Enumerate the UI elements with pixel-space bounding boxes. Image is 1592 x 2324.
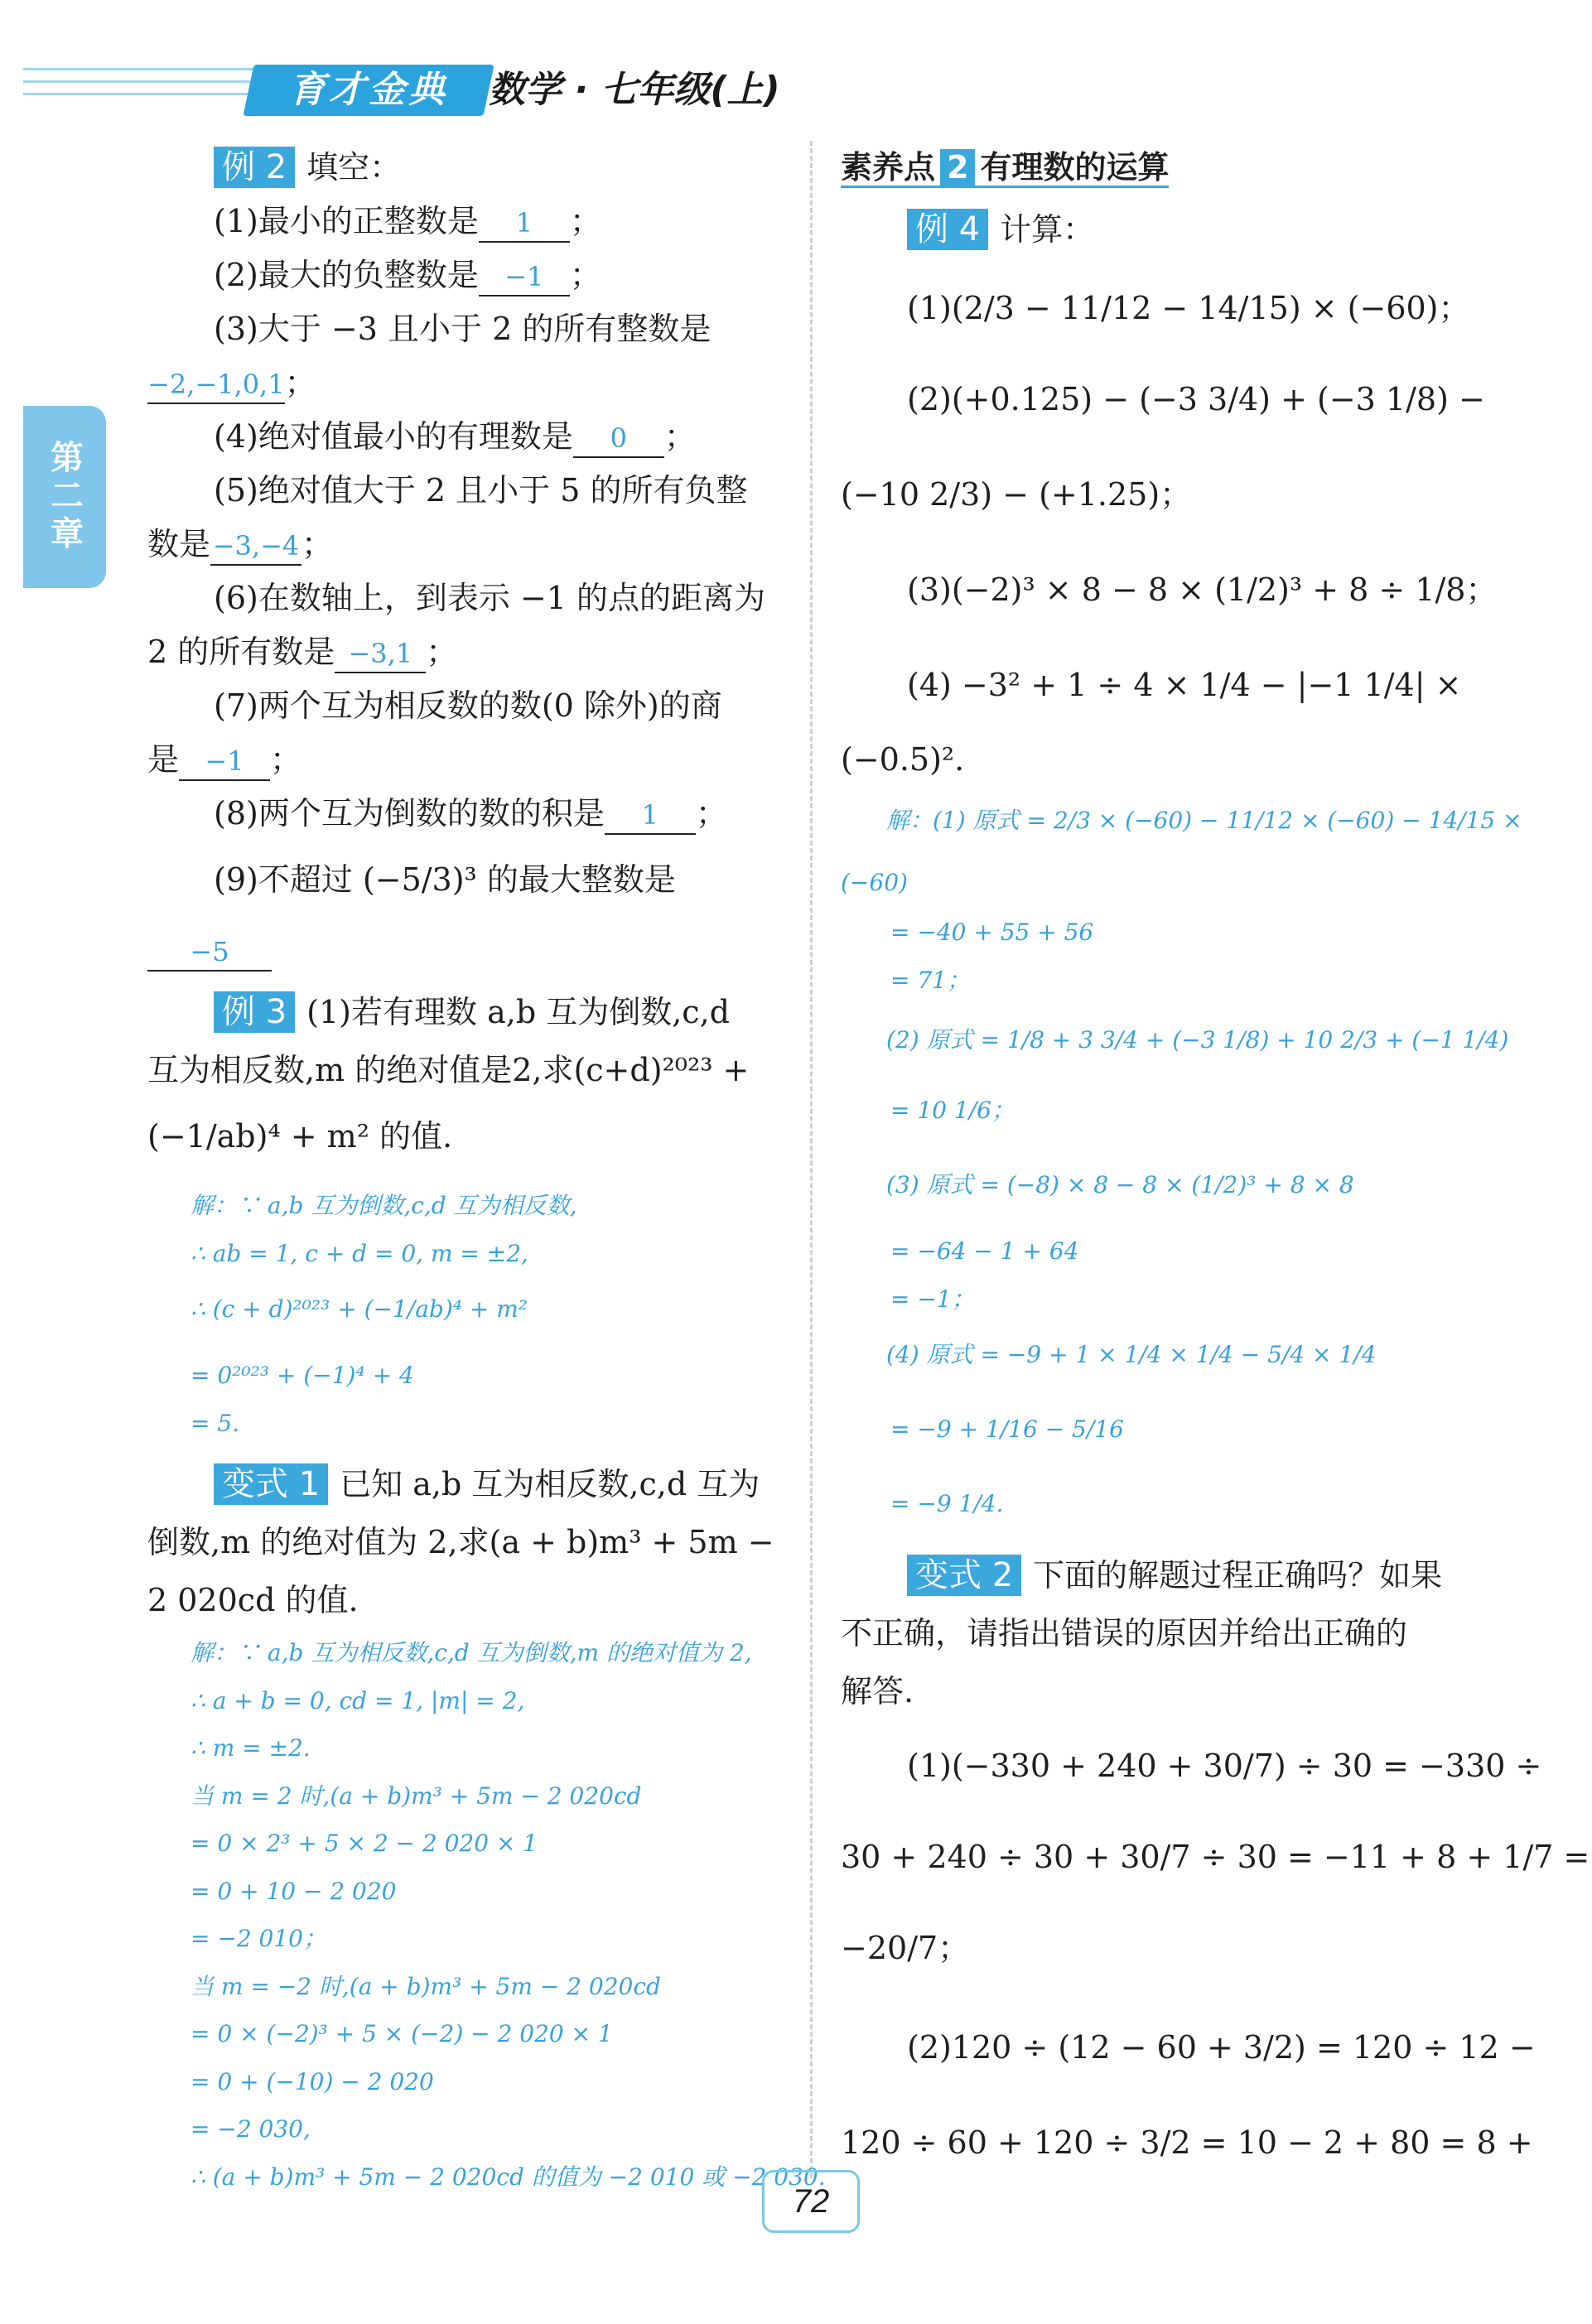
text-line	[907, 373, 1485, 426]
problem-text: (3)大于 −3 且小于 2 的所有整数是	[214, 311, 712, 347]
column-divider	[810, 141, 813, 2178]
solution-line: = −64 − 1 + 64	[890, 1237, 1079, 1265]
answer-blank: −5	[147, 933, 272, 972]
solution-line: ∴ ab = 1, c + d = 0, m = ±2,	[191, 1240, 528, 1267]
text-line	[907, 203, 1094, 256]
problem-text: (2)120 ÷ (12 − 60 + 3/2) = 120 ÷ 12 −	[907, 2029, 1536, 2066]
example-tag: 变式 2	[907, 1555, 1021, 1596]
problem-text: 数是	[147, 526, 211, 562]
problem-text: (1)(2/3 − 11/12 − 14/15) × (−60)；	[907, 290, 1470, 326]
solution-line: 当 m = 2 时,(a + b)m³ + 5m − 2 020cd	[191, 1782, 642, 1810]
text-line	[886, 1325, 1376, 1381]
punctuation: ；	[695, 795, 727, 832]
solution-line: = −2 030,	[191, 2115, 311, 2143]
text-line	[890, 1400, 1124, 1456]
text-line	[214, 141, 401, 194]
solution-line: 当 m = −2 时,(a + b)m³ + 5m − 2 020cd	[191, 1973, 661, 2000]
text-line	[214, 679, 722, 732]
text-line	[214, 302, 711, 355]
solution-line: 解：(1) 原式 = 2/3 × (−60) − 11/12 × (−60) − 14/15 ×	[886, 807, 1522, 834]
punctuation: ；	[302, 526, 334, 562]
text-line	[214, 464, 748, 517]
problem-text: (−0.5)².	[841, 741, 965, 778]
example-tag: 例 4	[907, 209, 988, 250]
punctuation: ；	[426, 634, 458, 670]
problem-text: (9)不超过 (−5/3)³ 的最大整数是	[214, 861, 676, 898]
punctuation: ；	[569, 203, 601, 239]
header-decoration	[23, 58, 272, 108]
text-line	[841, 1665, 914, 1718]
solution-line: = 0 + (−10) − 2 020	[191, 2068, 434, 2095]
text-line	[214, 410, 696, 463]
text-line	[886, 1010, 1508, 1067]
problem-text: (3)(−2)³ × 8 − 8 × (1/2)³ + 8 ÷ 1/8；	[907, 571, 1498, 608]
problem-text: (4)绝对值最小的有理数是	[214, 418, 573, 455]
text-line	[191, 2148, 826, 2204]
text-line	[214, 248, 601, 301]
text-line	[147, 733, 302, 786]
solution-line: (4) 原式 = −9 + 1 × 1/4 × 1/4 − 5/4 × 1/4	[886, 1341, 1377, 1368]
text-line	[214, 986, 730, 1039]
solution-line: ∴ a + b = 0, cd = 1, |m| = 2,	[191, 1687, 525, 1714]
answer-blank: −2,−1,0,1	[147, 366, 285, 404]
solution-line: (−60)	[841, 869, 908, 896]
problem-text: (−10 2/3) − (+1.25)；	[841, 476, 1192, 513]
problem-text: (2)(+0.125) − (−3 3/4) + (−3 1/8) −	[907, 381, 1485, 417]
solution-line: = 0 + 10 − 2 020	[191, 1878, 397, 1905]
text-line	[907, 282, 1470, 335]
text-line	[886, 791, 1522, 847]
solution-line: = 71；	[890, 967, 970, 994]
problem-text: 不正确，请指出错误的原因并给出正确的	[841, 1615, 1408, 1651]
solution-line: = 5.	[191, 1410, 240, 1437]
solution-line: ∴ (c + d)²⁰²³ + (−1/ab)⁴ + m²	[191, 1295, 528, 1323]
answer-blank: 1	[479, 205, 570, 243]
answer-blank: 1	[605, 797, 696, 835]
problem-text: (1)(−330 + 240 + 30/7) ÷ 30 = −330 ÷	[907, 1748, 1542, 1784]
problem-text: (6)在数轴上，到表示 −1 的点的距离为	[214, 580, 766, 616]
text-line	[147, 1110, 452, 1163]
solution-line: = −9 1/4.	[890, 1490, 1004, 1517]
problem-text: −20/7；	[841, 1930, 970, 1966]
problem-text: 120 ÷ 60 + 120 ÷ 3/2 = 10 − 2 + 80 = 8 +	[841, 2124, 1533, 2161]
solution-line: = −1；	[890, 1285, 975, 1313]
text-line	[214, 571, 765, 624]
text-line	[841, 468, 1191, 521]
answer-blank: −1	[479, 258, 570, 297]
problem-text: (7)两个互为相反数的数(0 除外)的商	[214, 687, 722, 724]
text-line	[214, 853, 676, 906]
problem-text: 互为相反数,m 的绝对值是2,求(c+d)²⁰²³ +	[147, 1052, 750, 1088]
punctuation: ；	[663, 418, 696, 455]
text-line	[841, 1607, 1407, 1660]
text-line	[147, 625, 457, 678]
solution-line: (3) 原式 = (−8) × 8 − 8 × (1/2)³ + 8 × 8	[886, 1171, 1354, 1198]
page-number: 72	[762, 2170, 860, 2233]
problem-text: 2 的所有数是	[147, 634, 335, 670]
text-line	[147, 1516, 774, 1569]
punctuation: ；	[284, 364, 316, 401]
text-line	[147, 1574, 359, 1627]
text-line	[147, 1044, 749, 1097]
answer-blank: 0	[573, 420, 664, 458]
answer-blank: −3,1	[335, 635, 426, 673]
text-line	[214, 1458, 760, 1511]
text-line	[841, 1921, 969, 1974]
answer-blank: −3,−4	[210, 528, 302, 566]
problem-text: (1)若有理数 a,b 互为倒数,c,d	[306, 994, 730, 1030]
problem-text: 计算：	[1000, 211, 1095, 248]
text-line	[147, 356, 316, 409]
text-line	[147, 923, 272, 976]
section-title: 有理数的运算	[980, 149, 1170, 186]
problem-text: 30 + 240 ÷ 30 + 30/7 ÷ 30 = −11 + 8 + 1/7 =	[841, 1839, 1590, 1875]
solution-line: ∴ m = ±2.	[191, 1734, 311, 1762]
section-prefix: 素养点	[841, 149, 936, 186]
problem-text: (5)绝对值大于 2 且小于 5 的所有负整	[214, 472, 748, 509]
punctuation: ；	[569, 257, 601, 293]
problem-text: 解答.	[841, 1673, 914, 1709]
problem-text: 2 020cd 的值.	[147, 1582, 359, 1618]
text-line	[191, 1394, 239, 1450]
solution-line: (2) 原式 = 1/8 + 3 3/4 + (−3 1/8) + 10 2/3 + (−1 1/4)	[886, 1026, 1509, 1054]
problem-text: 填空：	[306, 149, 402, 186]
example-tag: 变式 1	[214, 1463, 328, 1505]
text-line	[214, 787, 727, 840]
solution-line: = −9 + 1/16 − 5/16	[890, 1415, 1124, 1443]
problem-text: (1)最小的正整数是	[214, 203, 479, 239]
solution-line: 解：∵ a,b 互为倒数,c,d 互为相反数,	[191, 1192, 577, 1219]
text-line	[907, 2021, 1536, 2074]
header-brand-badge	[243, 65, 494, 116]
problem-text: 已知 a,b 互为相反数,c,d 互为	[340, 1466, 760, 1502]
text-line	[907, 658, 1461, 711]
text-line	[890, 1081, 1015, 1137]
text-line	[907, 1739, 1541, 1792]
text-line	[191, 1224, 528, 1280]
text-line	[147, 518, 333, 571]
text-line	[214, 195, 601, 248]
section-number: 2	[940, 149, 975, 186]
problem-text: (−1/ab)⁴ + m² 的值.	[147, 1118, 453, 1155]
text-line	[907, 563, 1497, 616]
punctuation: ；	[270, 741, 302, 778]
problem-text: (4) −3² + 1 ÷ 4 × 1/4 − |−1 1/4| ×	[907, 667, 1462, 703]
example-tag: 例 3	[214, 991, 295, 1033]
solution-line: = 0 × (−2)³ + 5 × (−2) − 2 020 × 1	[191, 2020, 613, 2047]
text-line	[907, 1549, 1442, 1602]
problem-text: 下面的解题过程正确吗？如果	[1033, 1557, 1443, 1594]
solution-line: = 10 1/6；	[890, 1097, 1015, 1124]
text-line	[841, 141, 1169, 194]
text-line	[890, 1474, 1004, 1531]
text-line	[841, 733, 964, 786]
answer-blank: −1	[179, 743, 270, 781]
problem-text: (8)两个互为倒数的数的积是	[214, 795, 605, 832]
text-line	[890, 951, 970, 1007]
solution-line: 解：∵ a,b 互为相反数,c,d 互为倒数,m 的绝对值为 2,	[191, 1639, 752, 1666]
solution-line: ∴ (a + b)m³ + 5m − 2 020cd 的值为 −2 010 或 −2 030.	[191, 2163, 826, 2191]
chapter-side-tab: 第二章	[23, 406, 106, 588]
example-tag: 例 2	[214, 147, 295, 188]
problem-text: 是	[147, 741, 180, 778]
text-line	[841, 2116, 1533, 2169]
text-line	[191, 1280, 528, 1336]
text-line	[886, 1155, 1354, 1212]
solution-line: = 0 × 2³ + 5 × 2 − 2 020 × 1	[191, 1830, 538, 1857]
section-heading	[841, 149, 1169, 188]
text-line	[841, 1830, 1590, 1883]
text-line	[890, 1270, 975, 1326]
solution-line: = −40 + 55 + 56	[890, 919, 1094, 946]
problem-text: 倒数,m 的绝对值为 2,求(a + b)m³ + 5m −	[147, 1524, 774, 1560]
problem-text: (2)最大的负整数是	[214, 257, 479, 293]
header-subtitle: 数学 · 七年级(上)	[489, 69, 780, 111]
header-brand: 育才金典	[289, 69, 448, 111]
solution-line: = 0²⁰²³ + (−1)⁴ + 4	[191, 1362, 414, 1389]
text-line	[841, 853, 908, 909]
solution-line: = −2 010；	[191, 1925, 326, 1952]
